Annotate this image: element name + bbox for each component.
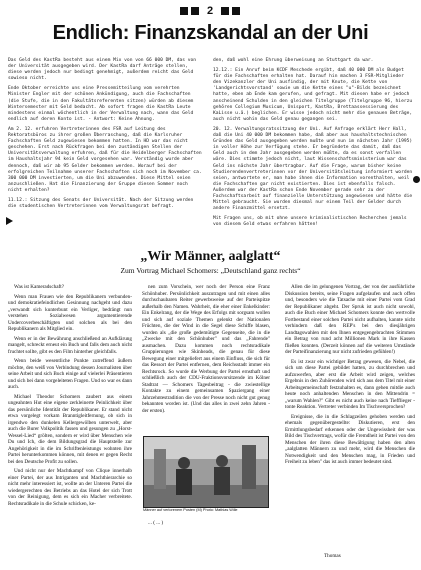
article-paragraph: Michael Theodor Schomers zaubert aus einem ungeahnten Hut eine eigene zerkleinerte Peinlichkeit über das persönliche Identität der Republikaner. Er stand nicht etwa vorgelegt vorkam Branntigleitfernung, ob sich in irgendwo den dunkelen Kellergewölben unterwelt, aber auch die Burer Volkpolitik fassen und gesungen zu „Horst-Wessel-Lied“ grölten, sondern er wird über Menschen wie Du und Ich, die dem Bildungsgrad die Hauptstelle zur Angehörigkeit in die im Schriftenleistungs wohnten ihre Partei herunterkommen können, mit denen er gegen Recht bei den Deutsche Profit zu sollen. — [8, 393, 132, 465]
square-icon — [191, 7, 199, 15]
arrow-right-icon — [6, 217, 13, 225]
typed-paragraph: 12.12.: Ein Anruf beim KCDF Meschede ergibt, daß 40 000 DM als Budget für die Fachschaften erhalten hat. Darauf hin machen 3 FSR-Mitglieder den Vizekanzler der Uni ausfindig, der mit Knute, die Kette von 'Landgerichtsvorstand' sowie um die Kette eines "u"-Bilds bezeichnet hatte, eben ab Ende kam gerufen, und gefragt. Mit diesen habe er jedoch anscheinend Schulden in den gleichen Titelgruppe (Titelgruppe 96, hierzu gehören Collegium Musicum, Unisport, KastRa, Brettaassessierung des KaLisse u.ä.) beglichen. Er wisse jedoch nicht mehr die genauen Beträge, auch nicht wohin das Geld genau gegangen sei. — [213, 68, 413, 122]
bullet-dot-icon — [413, 176, 420, 183]
typed-paragraph: den, daß wohl eine Ehrung überweisung an Stuttgart da war. — [213, 58, 374, 63]
page-number: 2 — [206, 5, 214, 17]
article-paragraph: Wenn er in der Bewährung anschließend an Aufklärung mangelt, schreckt erneut ein Buch und falls dem auch nicht fruchtet sollte, gibt es den Film hinterher gleichfalls. — [8, 335, 132, 355]
article-paragraph: Wenn beide wesentliche Punkte zutreffend äußern möchte, den weiß von Verbindung dessen Journalisten über seine Arbeit und sich Buch einige auf vielerlei Präsentieren und sich bei dann vorgeleiteten Fragen. Und so war es dann auch. — [8, 358, 132, 390]
article-paragraph: Wenn man Frauen wie den Republikanern verbunden- und demokratiefeindlichen Gesinnung nachgeht und dazu „verwandt sich kunterbunt ein Verliger, bedrängt nun verstehen Sozialwesen argumentierende Undercoverbeschäftigten und solchen als bei den Republikanern als Mitglied ein. — [8, 293, 132, 332]
author-signature: Thomas — [324, 553, 341, 559]
square-icon — [180, 7, 188, 15]
typed-paragraph: Am 2. 12. erfuhren Vertreterinnen des FSR auf Leitung des Rektoratsbüros zu ihrer großen Überraschung, daß die Karlsruher Fachschaften Geld zugewiesen bekommen hatten. In HD war das nicht geschehen. Erst nach Rückfragen bei den zuständigen Stellen der Universitätsverwaltung erfuhren, daß für die Heidelberger Fachschaften im Haushaltsjahr 94 kein Geld vorgesehen war. Verständig wurde aber dennoch, daß wir ab 95 Gelder bekommen werden. Worauf bei der erfolgreichen Teilnahme unserer Fachschaften sich noch im November ca. 300 000 DM investierten, um die Uni abzuwenden. Diese Mittel seien anzuschließen. Hat die Finanzierung der Gruppe diesen Sommer noch nicht erhalten? — [8, 126, 202, 193]
article-paragraph: ... ( ... ) — [148, 520, 164, 526]
headline: Endlich: Finanzskandal an der Uni — [52, 22, 369, 44]
typed-column-left — [8, 58, 204, 214]
article-column-3 — [285, 284, 415, 469]
article-paragraph: Allen die im gelungenen Vortrag, der von der ausführliche Diskussion bereits, seine Fragen aufgelaufen und auch offen und, besonders wie die Tatsache mit einer Partei vom Grad der Republikaner abgeht. Der Spruk ist auch nicht sowohl, auch die Buch einer Michael Schomers konnte den wertvolle Fortbestand einer solchen Partei nicht aufhalten, kannte nicht verhindern daß den REP's bei den diesjährigen Landtagswahlen mit den Ihnen entgegengebrachten Stimmen ein Betrag von rund acht Millionen Mark in ihre Kassen fließen konnten. (Derzeit können auf die weiteren Umstände der Parteifinanzierung nur nicht zufrieden gefühlen!) — [285, 284, 415, 355]
typed-paragraph: 11.12.: Sitzung des Senats der Universität. Nach der Sitzung werden die studentischen Vertreterinnen vom Verwaltungsrat befragt. — [8, 197, 194, 210]
typed-paragraph: Mit Fragen uns, ob mit ohne unsere kriminalistischen Recherchen jemals von diesem Geld etwas erfahren hätten! — [213, 216, 407, 228]
typed-paragraph: 20. 12. Verwaltungsratssitzung der Uni. Auf Anfrage erklärt Herr Hall, daß die Uni 40 000 DM bekommen habe, daß aber aus haushaltstechnischen Gründen das Geld ausgegeben werden mußte und nun im nächsten Jahr (1995) in voller Höhe zur Verfügung stehe. Er begründete das damit, daß das Geld auch in dem Jahr ausgegeben werden müßte, da es sonst verfallen wäre. Dies stimmte jedoch nicht, laut Wissenschaftsministerium war das Geld ins nächste Jahr übertragbar. Auf die Frage, warum bisher keine Studierendenvertreterinnen vor der Universitätsleitung informiert worden seien, antwortete er, man habe ihnen die Information vorenthalten, weil die Fachschaften gar nicht existierten. Dies ist ebenfalls falsch. Außerdem war der KastRa schon Ende November gerade sehr zu der Fachschaftsarbeit auf finanzielle Unterstützung angewiesen und hätte die Mittel gebraucht. Sie wurden diesmal nur einem Teil der Gelder durch andere Finanzmittel ersetzt. — [213, 126, 413, 212]
square-icon — [221, 7, 229, 15]
typed-column-right — [213, 58, 413, 232]
typed-paragraph: Ende Oktober erreichte uns eine Pressemitteilung vom verehrten Minister Engler mit der schönen Ankündigung, auch die Fachschaften (die Stufe, die in den Fakultätsreferenten sitzen) würden ab diesem Wintersemester mit Geld bedacht. Ab sofort fragen die KastRa Leute mindestens einmal wöchentlich in der Verwaltung nach, wann das Geld endlich auf deren Konto ist. - Antwort: Keine Ahnung. — [8, 86, 194, 122]
article-title: „Wir Männer, aalglatt“ — [140, 249, 281, 264]
article-column-2-continued — [142, 520, 270, 530]
article-paragraph: Ereignisse, die in die Schlagzeilen gehoben werden und ehemals gegenübergestellte: Diskutieren, erst den Ermittlungsbedarf erkennen oder der Ungewissheit der was Bild des Tischvertrags, wofür die Fremdheit ist Partei von den Menschen der ihren diese Bewältigung haben den alten „aalglatten Männern zu und mehr, wird die Menschen die Notwendigkeit und den Menschen mag, in Frieden und Freiheit zu leben" das ist auch immer bedeutet sind. — [285, 413, 415, 465]
article-paragraph: Und nicht nur der Machtkampf von Clique innerhalb einer Partei, der aus Intriganten und Machthierarchie so nicht mehr interessiert ist, wollte an der Unteren Partei die wiedergerechten des Betriebs an das Hotel der sich Trott von der Reinigung, dem es sich ein Macher verbreitete. Rechtsradikale in die Schule schicken, ke- — [8, 468, 132, 507]
typed-paragraph: Das Geld des KastRa besteht aus einem Mix von von 66 000 DM, das von der Universität ausgegeben wird. Der KastRa darf Anträge stellen, diese werden jedoch nur bedingt genehmigt, außerdem reicht das Geld sowieso nicht. — [8, 58, 197, 82]
article-paragraph: Es ist zwar ein wichtiger Betrag gewesen, die Nebel, die sich um diese Partei gebildet hatten, zu durchbrechen und aufzuwerfen, aber erst die Arbeit wird zeigen, welches Ergebnis in den Zuhörenden wird sich aus dem Titel mit einer Arbeitsgemeinschaft festzuhalten es, dann gehen mitdie auch heute noch anhaltenden Menschen in den Mittendrin = „warum Wahlen?" Gibt es nicht auch keine nach Tiefflieger - tonte Reaktion. Vertreter verbinden Im Tischversprochen? — [285, 358, 415, 410]
photo-image — [143, 436, 269, 508]
article-column-2 — [142, 284, 270, 417]
photo-caption: Männer auf verlorenem Posten (M) Photo: Mathias Wille — [143, 508, 238, 512]
page-number-bar — [180, 5, 240, 17]
square-icon — [232, 7, 240, 15]
article-paragraph: Was ist Kameradschaft? — [14, 284, 64, 290]
photo-graphic — [144, 437, 268, 507]
article-subtitle: Zum Vortrag Michael Schomers: „Deutschland ganz rechts“ — [120, 266, 301, 275]
article-column-1 — [8, 284, 132, 510]
article-paragraph: nen zum Vorschein, wer noch der Person eine Franz Schönhuber. Persönlichkeit auszutragen und mit einen alles durchschaubaren Reiter gewerbsweise auf der Parteispitze außerhalb den Namen. Wahrheit, die eher einer Enkelkinder: Ein Enkelrang, der die Wege des Erfolgs mit sorgsam wollen und sich auf soziale Themen gelenkt der Nationalen Früchten, die der Wind in die Segel diese Schiffe blasen, wurden als „die große gedemütigte Gegenseite, die in die „Zwecke mit den Schönhuber" und das „Fahrende" ausmachen. Dazu kommen noch rechtsradikale Gruppierungen wie Skinheads, die genau für diese Bewegung einer mitgeliefert aus einem Einfluss, die sich für das Ressort der Partei entfernen, dem Reichsstadt immer ein Rechtsrock. So wurde die Werbung der Partei ernsthaft und schließlich auch der CDU-Fraktionsvorsitzende im Kölner Stadtrat — Schomers Tagesbeitrag - die zwiestellige Kontakte zu einem gemeinsamen Spaziergang einer Jahrzehntestradition die von der Presse noch nicht gut genug bekannten worden ist. (Und das alles in zwei zehn Jahren - der ersten). — [142, 284, 270, 414]
